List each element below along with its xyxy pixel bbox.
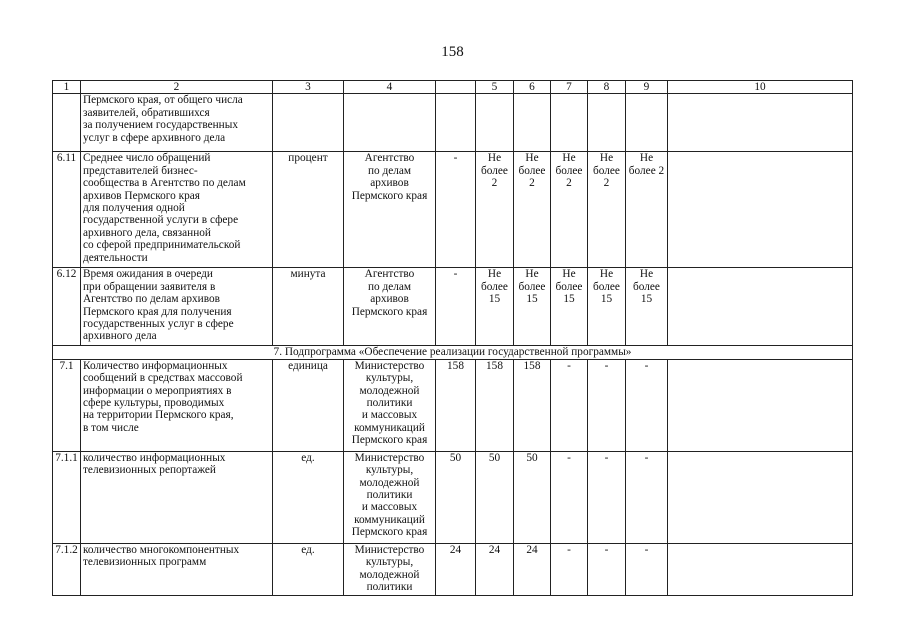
notes-cell xyxy=(668,268,853,346)
value-cell: 24 xyxy=(514,543,551,595)
table-row xyxy=(53,543,853,595)
unit-cell: ед. xyxy=(273,543,344,595)
column-header: 9 xyxy=(626,81,668,94)
responsible-organization: Министерство культуры, молодежной политики и массовых коммуникаций Пермского края xyxy=(344,359,436,451)
table-row xyxy=(53,94,853,152)
unit-cell: единица xyxy=(273,359,344,451)
table-row xyxy=(53,451,853,543)
value-cell: 50 xyxy=(514,451,551,543)
value-cell: Не более 15 xyxy=(476,268,514,346)
value-cell: Не более 15 xyxy=(551,268,588,346)
value-cell: Не более 2 xyxy=(514,152,551,268)
notes-cell xyxy=(668,543,853,595)
page-number: 158 xyxy=(441,44,464,60)
indicators-table xyxy=(52,80,853,596)
value-cell: - xyxy=(588,543,626,595)
value-cell xyxy=(626,94,668,152)
value-cell: 158 xyxy=(476,359,514,451)
table-header-row xyxy=(53,81,853,94)
column-header: 5 xyxy=(476,81,514,94)
notes-cell xyxy=(668,152,853,268)
responsible-organization xyxy=(344,94,436,152)
value-cell: Не более 2 xyxy=(476,152,514,268)
table-row xyxy=(53,268,853,346)
responsible-organization: Агентство по делам архивов Пермского края xyxy=(344,268,436,346)
base-value: 158 xyxy=(436,359,476,451)
table-row xyxy=(53,359,853,451)
value-cell: 158 xyxy=(514,359,551,451)
unit-cell xyxy=(273,94,344,152)
row-number: 6.11 xyxy=(53,152,81,268)
notes-cell xyxy=(668,451,853,543)
value-cell: - xyxy=(626,543,668,595)
section-header-row xyxy=(53,346,853,359)
section-title: 7. Подпрограмма «Обеспечение реализации государственной программы» xyxy=(53,346,853,359)
value-cell xyxy=(588,94,626,152)
value-cell xyxy=(551,94,588,152)
value-cell: Не более 15 xyxy=(626,268,668,346)
unit-cell: минута xyxy=(273,268,344,346)
value-cell: - xyxy=(551,359,588,451)
value-cell: 50 xyxy=(476,451,514,543)
indicator-name: Количество информационных сообщений в средствах массовой информации о мероприятиях в сфере культуры, проводимых на территории Пермского края, в том числе xyxy=(81,359,273,451)
value-cell: - xyxy=(626,359,668,451)
row-number xyxy=(53,94,81,152)
responsible-organization: Агентство по делам архивов Пермского края xyxy=(344,152,436,268)
unit-cell: процент xyxy=(273,152,344,268)
row-number: 7.1.1 xyxy=(53,451,81,543)
column-header: 3 xyxy=(273,81,344,94)
column-header xyxy=(436,81,476,94)
column-header: 6 xyxy=(514,81,551,94)
indicator-name: количество информационных телевизионных репортажей xyxy=(81,451,273,543)
notes-cell xyxy=(668,359,853,451)
value-cell: - xyxy=(588,451,626,543)
row-number: 7.1.2 xyxy=(53,543,81,595)
value-cell: Не более 15 xyxy=(588,268,626,346)
base-value: 24 xyxy=(436,543,476,595)
value-cell: Не более 15 xyxy=(514,268,551,346)
column-header: 10 xyxy=(668,81,853,94)
value-cell: - xyxy=(626,451,668,543)
base-value: - xyxy=(436,268,476,346)
base-value: - xyxy=(436,152,476,268)
value-cell: - xyxy=(551,543,588,595)
value-cell: - xyxy=(588,359,626,451)
indicator-name: Среднее число обращений представителей бизнес- сообщества в Агентство по делам архивов Пермского края для получения одной государственной услуги в сфере архивного дела, связанной со сферой предпринимательской деятельности xyxy=(81,152,273,268)
value-cell xyxy=(514,94,551,152)
indicator-name: количество многокомпонентных телевизионных программ xyxy=(81,543,273,595)
column-header: 2 xyxy=(81,81,273,94)
unit-cell: ед. xyxy=(273,451,344,543)
value-cell: Не более 2 xyxy=(588,152,626,268)
value-cell: Не более 2 xyxy=(551,152,588,268)
column-header: 1 xyxy=(53,81,81,94)
responsible-organization: Министерство культуры, молодежной политики и массовых коммуникаций Пермского края xyxy=(344,451,436,543)
table-row xyxy=(53,152,853,268)
indicator-name: Время ожидания в очереди при обращении заявителя в Агентство по делам архивов Пермского края для получения государственных услуг в сфере архивного дела xyxy=(81,268,273,346)
indicator-name: Пермского края, от общего числа заявителей, обратившихся за получением государственных услуг в сфере архивного дела xyxy=(81,94,273,152)
value-cell xyxy=(476,94,514,152)
column-header: 4 xyxy=(344,81,436,94)
column-header: 7 xyxy=(551,81,588,94)
column-header: 8 xyxy=(588,81,626,94)
value-cell: - xyxy=(551,451,588,543)
value-cell: 24 xyxy=(476,543,514,595)
base-value: 50 xyxy=(436,451,476,543)
base-value xyxy=(436,94,476,152)
value-cell: Не более 2 xyxy=(626,152,668,268)
responsible-organization: Министерство культуры, молодежной политики xyxy=(344,543,436,595)
notes-cell xyxy=(668,94,853,152)
row-number: 6.12 xyxy=(53,268,81,346)
row-number: 7.1 xyxy=(53,359,81,451)
